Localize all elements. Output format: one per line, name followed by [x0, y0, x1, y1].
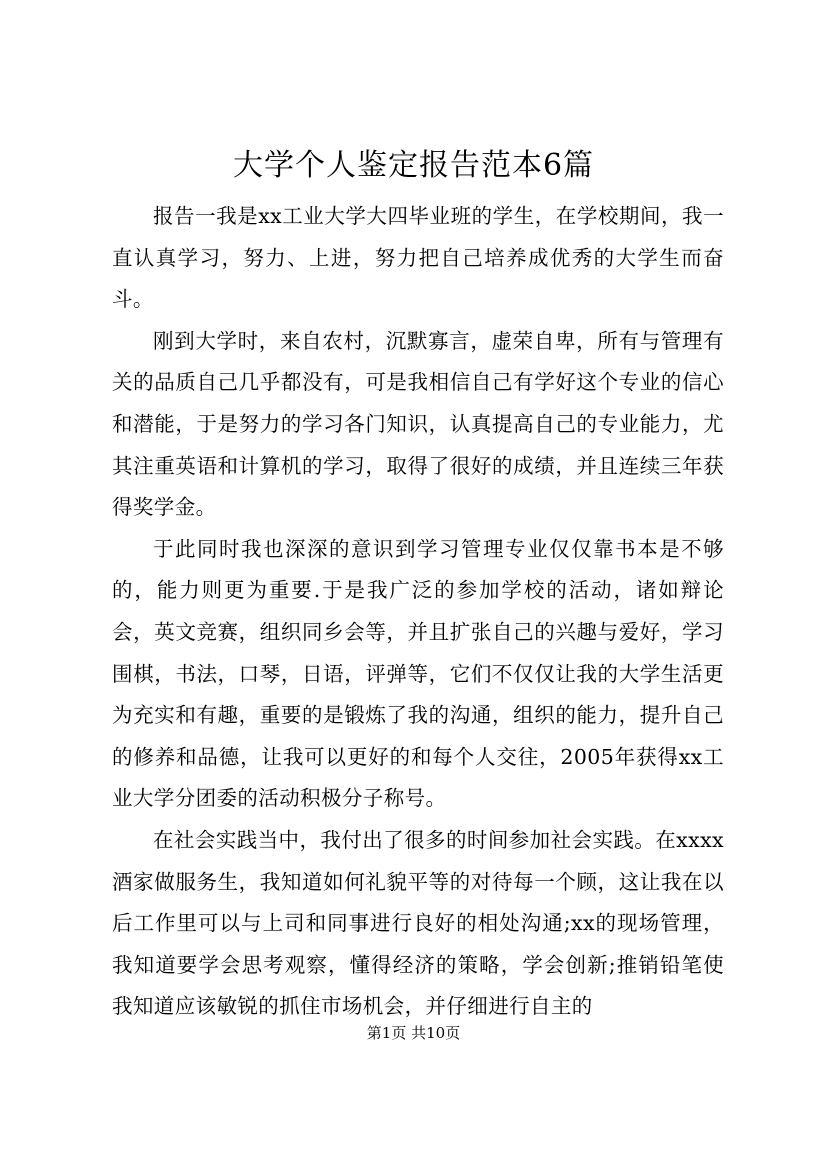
paragraph: 刚到大学时，来自农村，沉默寡言，虚荣自卑，所有与管理有关的品质自己几乎都没有，可是我相信自己有学好这个专业的信心和潜能，于是努力的学习各门知识，认真提高自己的专业能力，尤其注重英语和计算机的学习，取得了很好的成绩，并且连续三年获得奖学金。 — [112, 328, 724, 520]
paragraph: 在社会实践当中，我付出了很多的时间参加社会实践。在xxxx酒家做服务生，我知道如何礼貌平等的对待每一个顾，这让我在以后工作里可以与上司和同事进行良好的相处沟通;xx的现场管理，我知道要学会思考观察，懂得经济的策略，学会创新;推销铅笔使我知道应该敏锐的抓住市场机会，并仔细进行自主的 — [112, 827, 724, 1019]
paragraph: 报告一我是xx工业大学大四毕业班的学生，在学校期间，我一直认真学习，努力、上进，努力把自己培养成优秀的大学生而奋斗。 — [112, 204, 724, 312]
document-title: 大学个人鉴定报告范本6篇 — [232, 148, 595, 183]
page-number-indicator: 第1页 共10页 — [366, 1024, 461, 1042]
document-body — [112, 196, 724, 1028]
paragraph: 于此同时我也深深的意识到学习管理专业仅仅靠书本是不够的，能力则更为重要.于是我广泛的参加学校的活动，诸如辩论会，英文竞赛，组织同乡会等，并且扩张自己的兴趣与爱好，学习围棋，书法，口琴，日语，评弹等，它们不仅仅让我的大学生活更为充实和有趣，重要的是锻炼了我的沟通，组织的能力，提升自己的修养和品德，让我可以更好的和每个人交往，2005年获得xx工业大学分团委的活动积极分子称号。 — [112, 536, 724, 811]
